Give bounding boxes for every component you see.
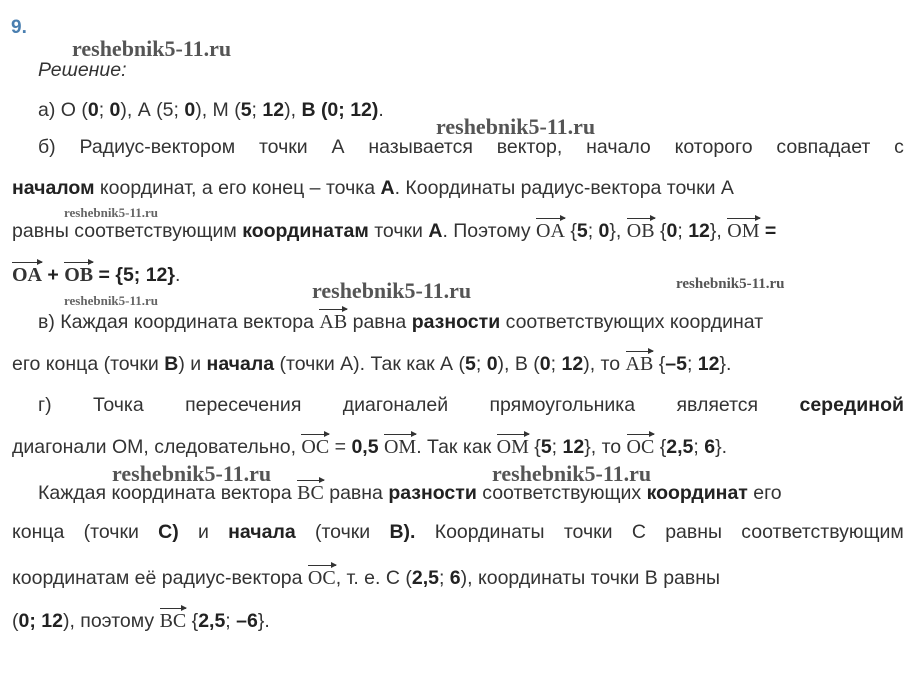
vector-oc: OC xyxy=(626,436,655,458)
task-number: 9. xyxy=(11,17,27,38)
part-e-line-1: Каждая координата вектора BC равна разности соответствующих координат его xyxy=(38,482,782,504)
vector-om: OM xyxy=(496,436,529,458)
vector-bc: BC xyxy=(159,610,187,632)
vector-bc: BC xyxy=(297,482,324,504)
watermark: reshebnik5-11.ru xyxy=(64,205,159,220)
watermark: reshebnik5-11.ru xyxy=(312,278,472,303)
part-d-line-1: г) Точка пересечения диагоналей прямоугольника является серединой xyxy=(38,394,904,416)
part-e-line-2: конца (точки С) и начала (точки В). Координаты точки С равны соответствующим xyxy=(12,521,904,543)
part-a: а) О (0; 0), А (5; 0), М (5; 12), В (0; 12). xyxy=(38,99,384,121)
vector-ab: AB xyxy=(319,311,348,333)
vector-oc: OC xyxy=(307,567,336,589)
part-c-line-2: его конца (точки В) и начала (точки А). Так как А (5; 0), В (0; 12), то AB {–5; 12}. xyxy=(12,353,732,375)
watermark: reshebnik5-11.ru xyxy=(72,36,232,61)
vector-ob: OB xyxy=(64,264,94,286)
part-b-line-4: OA + OB = {5; 12}. xyxy=(12,264,181,286)
vector-oa: OA xyxy=(536,220,565,242)
vector-om: OM xyxy=(383,436,417,458)
watermark: reshebnik5-11.ru xyxy=(676,276,785,292)
watermark: reshebnik5-11.ru xyxy=(112,461,272,486)
vector-ab: AB xyxy=(625,353,654,375)
part-c-line-1: в) Каждая координата вектора AB равна разности соответствующих координат xyxy=(38,311,764,333)
part-b-line-1: б) Радиус-вектором точки А называется вектор, начало которого совпадает с xyxy=(38,136,904,158)
part-d-line-2: диагонали ОМ, следовательно, OC = 0,5 OM. Так как OM {5; 12}, то OC {2,5; 6}. xyxy=(12,436,728,458)
solution-heading: Решение: xyxy=(38,59,127,81)
vector-ob: OB xyxy=(626,220,655,242)
vector-om: OM xyxy=(727,220,760,242)
part-b-line-3: равны соответствующим координатам точки А. Поэтому OA {5; 0}, OB {0; 12}, OM = xyxy=(12,220,777,242)
watermark: reshebnik5-11.ru xyxy=(436,114,596,139)
vector-oa: OA xyxy=(12,264,42,286)
part-b-line-2: началом координат, а его конец – точка А. Координаты радиус-вектора точки А xyxy=(12,177,734,199)
part-e-line-4: (0; 12), поэтому BC {2,5; –6}. xyxy=(12,610,270,632)
part-e-line-3: координатам её радиус-вектора OC, т. е. С (2,5; 6), координаты точки В равны xyxy=(12,567,721,589)
watermark: reshebnik5-11.ru xyxy=(492,461,652,486)
watermark: reshebnik5-11.ru xyxy=(64,293,159,308)
vector-oc: OC xyxy=(301,436,330,458)
